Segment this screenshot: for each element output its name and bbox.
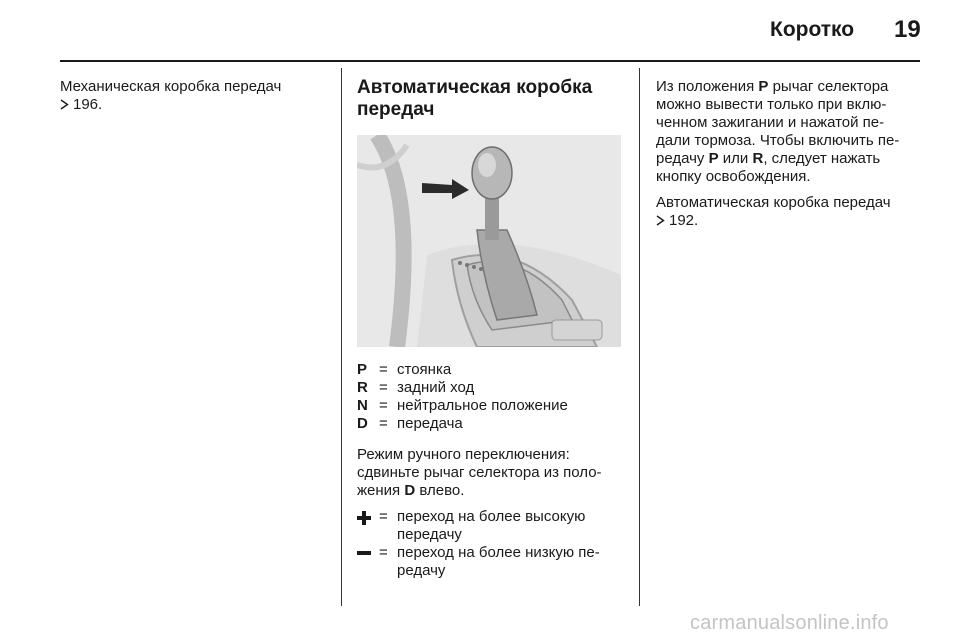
shift-up-row: = переход на более высокую передачу	[357, 508, 625, 544]
column-divider-1	[341, 68, 342, 606]
shift-legend	[357, 508, 625, 580]
column-3	[656, 78, 926, 238]
manual-mode-paragraph: Режим ручного переключения: сдвиньте рычаг селектора из поло- жения D влево.	[357, 446, 602, 499]
legend-row: R = задний ход	[357, 379, 475, 396]
column-2	[357, 77, 625, 580]
selector-lever-paragraph: Из положения P рычаг селектора можно вывести только при вклю- ченном зажигании и нажатой пе- дали тормоза. Чтобы включить пе- редачу P или R, следует нажать кнопку освобождения.	[656, 78, 900, 185]
page-number: 19	[894, 16, 921, 43]
ref-arrow-icon[interactable]	[656, 212, 665, 230]
plus-icon	[357, 508, 379, 544]
legend-row: P = стоянка	[357, 361, 452, 378]
column-divider-2	[639, 68, 640, 606]
column-1	[60, 78, 330, 122]
minus-icon	[357, 544, 379, 580]
ref-arrow-icon[interactable]	[60, 96, 69, 114]
manual-gearbox-text: Механическая коробка передач	[60, 78, 282, 95]
page-reference-link[interactable]: 196.	[73, 96, 103, 113]
gear-selector-figure	[357, 135, 621, 347]
page-reference-link[interactable]: 192.	[669, 212, 699, 229]
manual-gearbox-paragraph	[60, 78, 330, 114]
header-rule	[60, 60, 920, 62]
section-title: Автоматическая коробка передач	[357, 77, 593, 120]
gear-legend	[357, 361, 625, 433]
header-title: Коротко	[770, 18, 855, 41]
watermark: carmanualsonline.info	[690, 612, 889, 634]
automatic-gearbox-reference: Автоматическая коробка передач 192.	[656, 194, 891, 229]
legend-row: D = передача	[357, 415, 463, 432]
legend-row: N = нейтральное положение	[357, 397, 568, 414]
shift-down-row: = переход на более низкую пе- редачу	[357, 544, 625, 580]
